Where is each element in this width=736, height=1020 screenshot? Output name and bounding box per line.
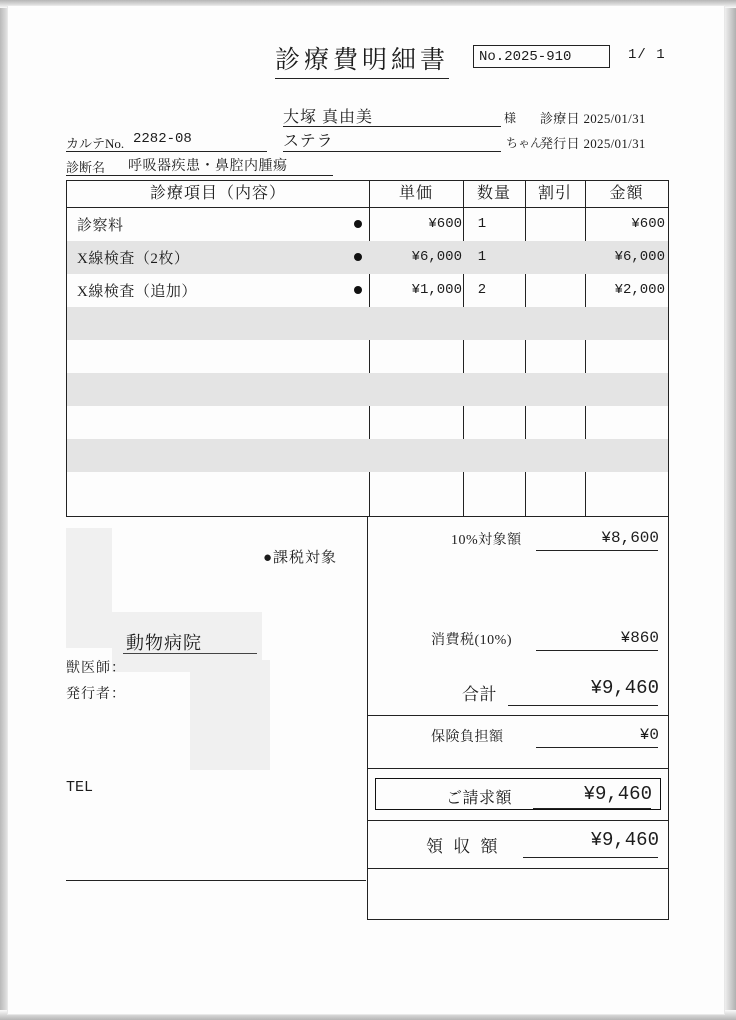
- summary-divider: [368, 820, 668, 821]
- table-row: [67, 208, 668, 241]
- scan-artifact: [190, 660, 270, 770]
- insurance-value: ¥0: [639, 726, 659, 744]
- owner-name-rule: [283, 126, 501, 127]
- page-title: 診療費明細書: [275, 40, 449, 79]
- billed-value: ¥9,460: [583, 783, 652, 805]
- consumption-tax-label: 消費税(10%): [431, 633, 512, 648]
- pet-name: ステラ: [283, 133, 334, 150]
- item-amount: ¥6,000: [614, 249, 665, 265]
- item-qty: 2: [477, 282, 487, 298]
- scan-artifact: [66, 528, 112, 648]
- summary-divider: [368, 868, 668, 869]
- item-price: ¥1,000: [411, 282, 462, 298]
- column-header-item: 診療項目（内容）: [149, 185, 286, 202]
- table-body: [67, 208, 668, 516]
- insurance-rule: [536, 747, 658, 748]
- received-value: ¥9,460: [590, 829, 659, 851]
- item-amount: ¥600: [631, 216, 665, 232]
- taxable-amount-rule: [536, 550, 658, 551]
- total-label: 合計: [462, 685, 497, 704]
- received-label: 領 収 額: [426, 837, 501, 856]
- pet-honorific: ちゃん: [506, 136, 543, 150]
- item-name: X線検査（追加）: [77, 284, 197, 300]
- owner-honorific: 様: [504, 111, 517, 125]
- karte-rule: [66, 151, 267, 152]
- clinic-name-rule: [123, 653, 257, 654]
- taxable-legend: ●課税対象: [263, 550, 338, 566]
- diagnosis-rule: [66, 175, 333, 176]
- row-stripe: [67, 373, 668, 406]
- summary-divider: [368, 715, 668, 716]
- owner-name: 大塚 真由美: [283, 109, 374, 126]
- table-header-row: [67, 181, 668, 208]
- column-header-amount: 金額: [609, 185, 644, 202]
- row-stripe: [67, 439, 668, 472]
- column-header-price: 単価: [398, 185, 433, 202]
- summary-panel: [367, 517, 669, 920]
- signature-rule: [66, 880, 366, 881]
- pet-name-rule: [283, 151, 501, 152]
- veterinarian-label: 獣医師：: [66, 661, 126, 676]
- consumption-tax-rule: [536, 650, 658, 651]
- visit-date: 診療日 2025/01/31: [540, 111, 646, 126]
- taxable-amount-value: ¥8,600: [601, 529, 659, 547]
- item-amount: ¥2,000: [614, 282, 665, 298]
- billed-label: ご請求額: [446, 790, 513, 807]
- issue-date: 発行日 2025/01/31: [540, 136, 646, 151]
- consumption-tax-value: ¥860: [620, 629, 659, 647]
- total-value: ¥9,460: [590, 677, 659, 699]
- item-name: X線検査（2枚）: [77, 251, 190, 267]
- diagnosis-value: 呼吸器疾患・鼻腔内腫瘍: [128, 159, 288, 174]
- clinic-name: 動物病院: [126, 633, 202, 653]
- taxable-amount-label: 10%対象額: [451, 533, 522, 548]
- item-qty: 1: [477, 249, 487, 265]
- diagnosis-label: 診断名: [66, 160, 106, 175]
- taxable-dot-icon: [354, 220, 362, 228]
- item-price: ¥6,000: [411, 249, 462, 265]
- item-price: ¥600: [428, 216, 462, 232]
- karte-number: 2282-08: [133, 131, 192, 147]
- row-stripe: [67, 307, 668, 340]
- billed-rule: [533, 808, 651, 809]
- taxable-dot-icon: [354, 253, 362, 261]
- issuer-label: 発行者：: [66, 687, 126, 702]
- karte-label: カルテNo.: [66, 136, 125, 151]
- total-rule: [508, 705, 658, 706]
- column-header-discount: 割引: [537, 185, 572, 202]
- table-row: [67, 241, 668, 274]
- table-row: [67, 274, 668, 307]
- received-rule: [523, 857, 658, 858]
- line-items-table: [66, 180, 669, 517]
- summary-divider: [368, 768, 668, 769]
- document-number: No.2025-910: [473, 45, 610, 68]
- item-name: 診察料: [77, 218, 124, 234]
- page-indicator: 1/ 1: [628, 47, 666, 63]
- taxable-dot-icon: [354, 286, 362, 294]
- item-qty: 1: [477, 216, 487, 232]
- insurance-label: 保険負担額: [431, 730, 504, 745]
- tel-label: TEL: [66, 779, 94, 796]
- column-header-qty: 数量: [476, 185, 511, 202]
